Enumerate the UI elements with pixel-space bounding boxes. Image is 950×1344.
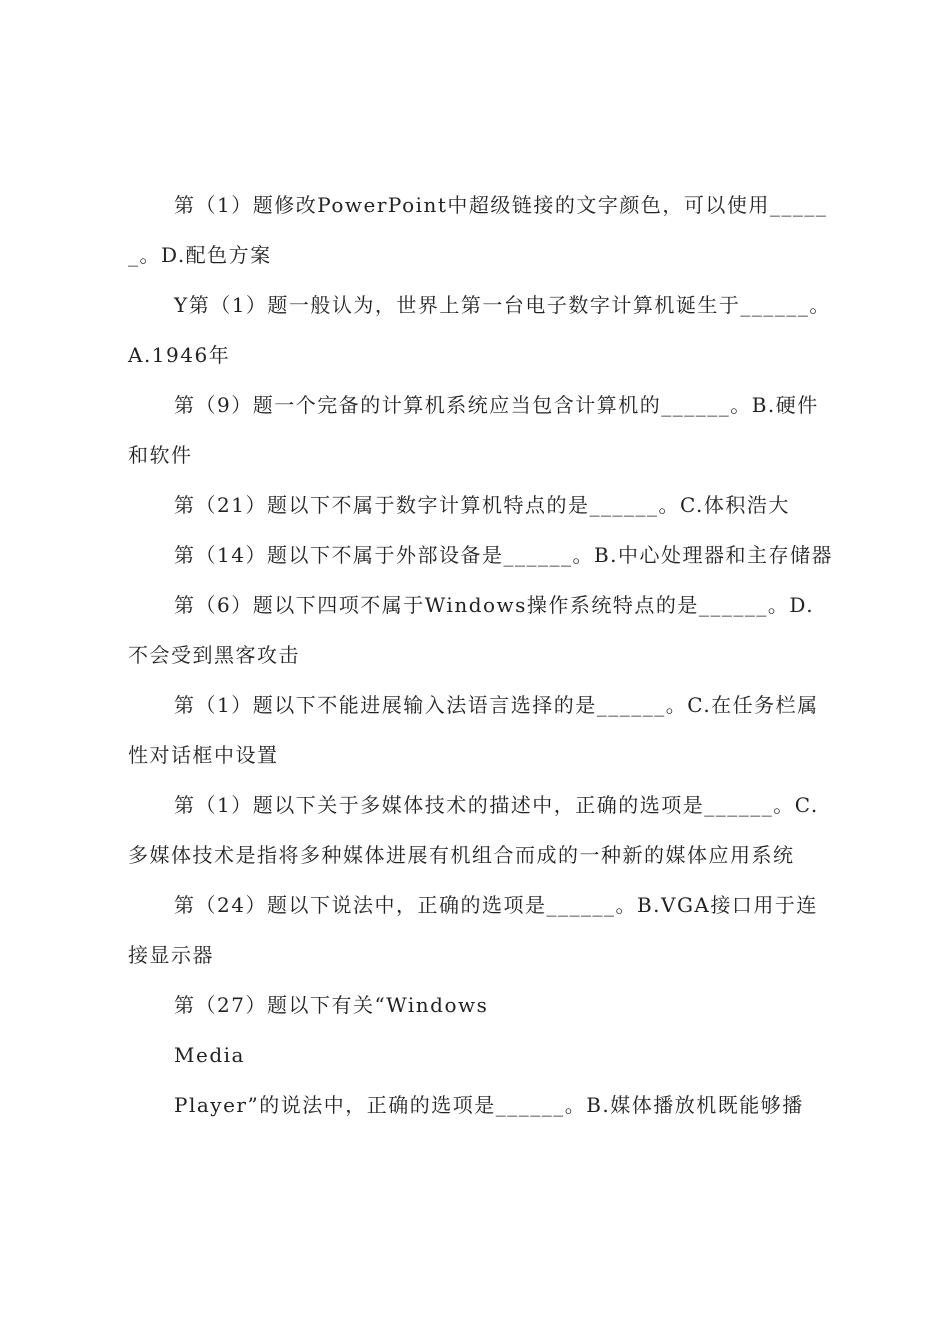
paragraph-7: 第（1）题以下不能进展输入法语言选择的是______。C.在任务栏属性对话框中设置 bbox=[128, 693, 819, 767]
paragraph-2: Y第（1）题一般认为，世界上第一台电子数字计算机诞生于______。A.1946年 bbox=[128, 293, 831, 367]
paragraph-3: 第（9）题一个完备的计算机系统应当包含计算机的______。B.硬件和软件 bbox=[128, 393, 819, 467]
paragraph-10: 第（27）题以下有关“Windows bbox=[174, 993, 489, 1017]
paragraph-12: Player”的说法中，正确的选项是______。B.媒体播放机既能够播 bbox=[174, 1093, 804, 1117]
paragraph-9: 第（24）题以下说法中，正确的选项是______。B.VGA接口用于连接显示器 bbox=[128, 893, 818, 967]
paragraph-6: 第（6）题以下四项不属于Windows操作系统特点的是______。D.不会受到黑客攻击 bbox=[128, 593, 815, 667]
paragraph-11: Media bbox=[174, 1043, 245, 1067]
paragraph-4: 第（21）题以下不属于数字计算机特点的是______。C.体积浩大 bbox=[174, 493, 790, 517]
document-body bbox=[128, 180, 833, 1130]
paragraph-5: 第（14）题以下不属于外部设备是______。B.中心处理器和主存储器 bbox=[174, 543, 834, 567]
paragraph-8: 第（1）题以下关于多媒体技术的描述中，正确的选项是______。C.多媒体技术是指将多种媒体进展有机组合而成的一种新的媒体应用系统 bbox=[128, 793, 819, 867]
paragraph-1: 第（1）题修改PowerPoint中超级链接的文字颜色，可以使用______。D.配色方案 bbox=[128, 193, 828, 267]
